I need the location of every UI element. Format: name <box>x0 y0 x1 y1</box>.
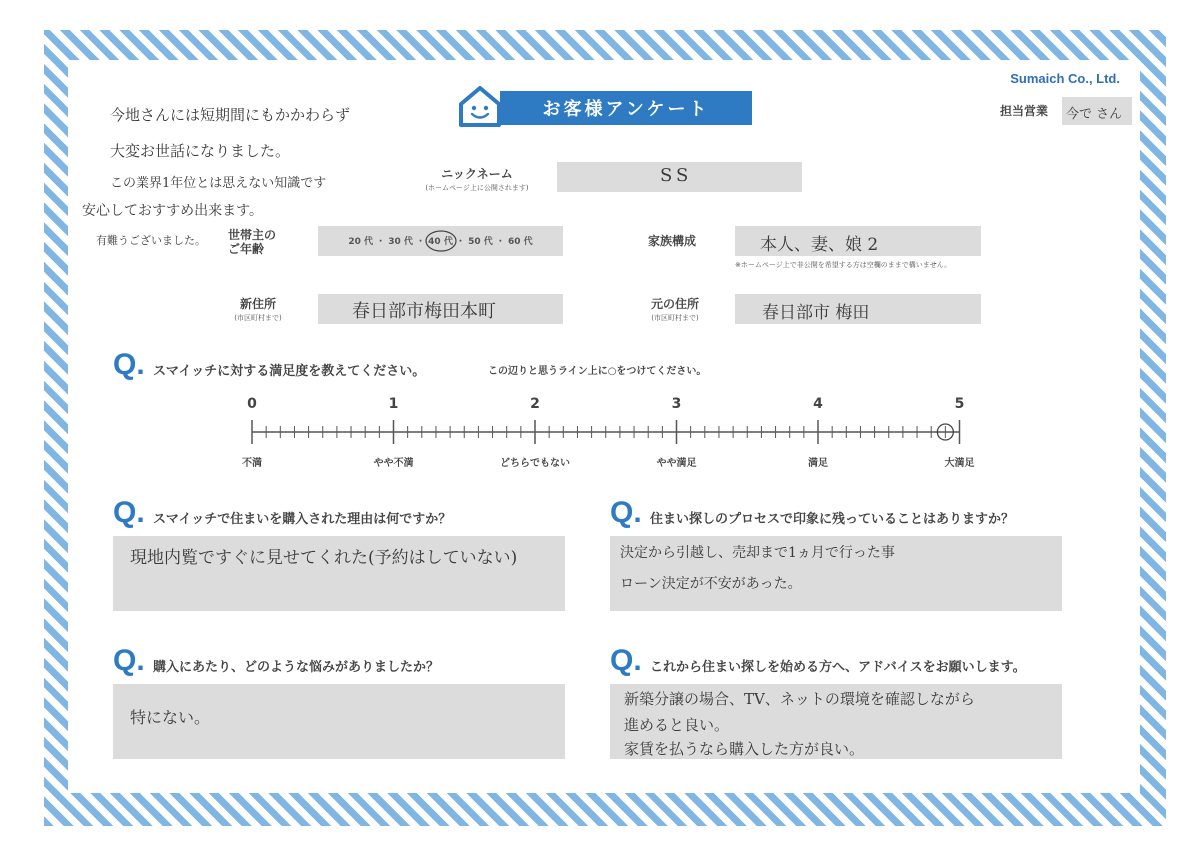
age-label-line2: ご年齢 <box>228 242 265 256</box>
nickname-label-text: ニックネーム <box>441 167 513 181</box>
comment-line-5: 有難うございました。 <box>96 234 206 247</box>
q-mark-4: Q. <box>610 644 642 677</box>
new-address-sublabel: (市区町村まで) <box>234 314 282 322</box>
old-address-label <box>635 297 715 325</box>
family-note: ※ホームページ上で非公開を希望する方は空欄のままで構いません。 <box>735 261 952 269</box>
scale-label-5: 大満足 <box>944 458 975 469</box>
scale-label-4: 満足 <box>808 458 828 469</box>
old-address-label-text: 元の住所 <box>650 297 699 311</box>
sales-rep-value: 今で さん <box>1066 107 1123 122</box>
q-mark-1: Q. <box>113 496 145 529</box>
survey-title: お客様アンケート <box>500 91 752 125</box>
new-address-label <box>218 297 298 325</box>
nickname-value: SS <box>660 165 693 186</box>
comment-line-4: 安心しておすすめ出来ます。 <box>82 203 264 219</box>
scale-number-4: 4 <box>813 396 823 412</box>
scale-number-0: 0 <box>247 396 257 412</box>
age-label-line1: 世帯主の <box>228 228 277 242</box>
age-options: 20 代 ・ 30 代 ・ 40 代 ・ 50 代 ・ 60 代 <box>348 237 533 247</box>
company-name: Sumaich Co., Ltd. <box>1010 71 1120 86</box>
answer-1-line-1: 現地内覧ですぐに見せてくれた(予約はしていない) <box>130 548 518 568</box>
q-mark-2: Q. <box>610 496 642 529</box>
new-address-label-text: 新住所 <box>239 297 276 311</box>
answer-2-line-1: 決定から引越し、売却まで1ヵ月で行った事 <box>620 545 895 561</box>
nickname-sublabel: (ホームページ上に公開されます) <box>425 184 529 192</box>
comment-line-2: 大変お世話になりました。 <box>110 142 291 160</box>
answer-4-line-1: 新築分譲の場合、TV、ネットの環境を確認しながら <box>624 690 975 708</box>
scale-number-5: 5 <box>954 396 965 412</box>
scale-label-3: やや満足 <box>656 458 697 469</box>
q-mark-satisfaction: Q. <box>113 348 145 381</box>
family-value: 本人、妻、娘 2 <box>760 235 879 255</box>
question-1-text: スマイッチで住まいを購入された理由は何ですか？ <box>153 512 452 527</box>
satisfaction-scale[interactable] <box>230 388 1000 478</box>
scale-label-0: 不満 <box>242 458 262 469</box>
age-selected-circle <box>424 229 458 253</box>
smiling-house-icon <box>458 84 502 128</box>
old-address-value: 春日部市 梅田 <box>762 303 870 323</box>
comment-line-3: この業界1年位とは思えない知識です <box>110 176 327 191</box>
answer-4-line-2: 進めると良い。 <box>624 716 730 734</box>
nickname-label <box>404 167 550 195</box>
scale-label-2: どちらでもない <box>500 458 570 469</box>
survey-title-banner <box>458 84 752 128</box>
answer-4-line-3: 家賃を払うなら購入した方が良い。 <box>624 740 865 758</box>
sales-rep-label: 担当営業 <box>1000 104 1049 118</box>
answer-3-line-1: 特にない。 <box>130 708 211 727</box>
age-label <box>228 228 302 256</box>
satisfaction-instruction: この辺りと思うライン上に○をつけてください。 <box>488 366 707 377</box>
scale-number-2: 2 <box>530 396 540 412</box>
scale-number-1: 1 <box>388 396 399 412</box>
satisfaction-question: スマイッチに対する満足度を教えてください。 <box>153 364 426 379</box>
question-4-text: これから住まい探しを始める方へ、アドバイスをお願いします。 <box>650 660 1026 675</box>
question-3-text: 購入にあたり、どのような悩みがありましたか？ <box>153 660 440 675</box>
new-address-value: 春日部市梅田本町 <box>352 301 496 322</box>
old-address-sublabel: (市区町村まで) <box>651 314 699 322</box>
answer-2-line-2: ローン決定が不安があった。 <box>620 576 802 592</box>
scale-label-1: やや不満 <box>373 458 414 469</box>
family-label: 家族構成 <box>648 234 697 248</box>
scale-number-3: 3 <box>671 396 682 412</box>
question-2-text: 住まい探しのプロセスで印象に残っていることはありますか？ <box>650 512 1015 527</box>
q-mark-3: Q. <box>113 644 145 677</box>
comment-line-1: 今地さんには短期間にもかかわらず <box>110 106 351 124</box>
